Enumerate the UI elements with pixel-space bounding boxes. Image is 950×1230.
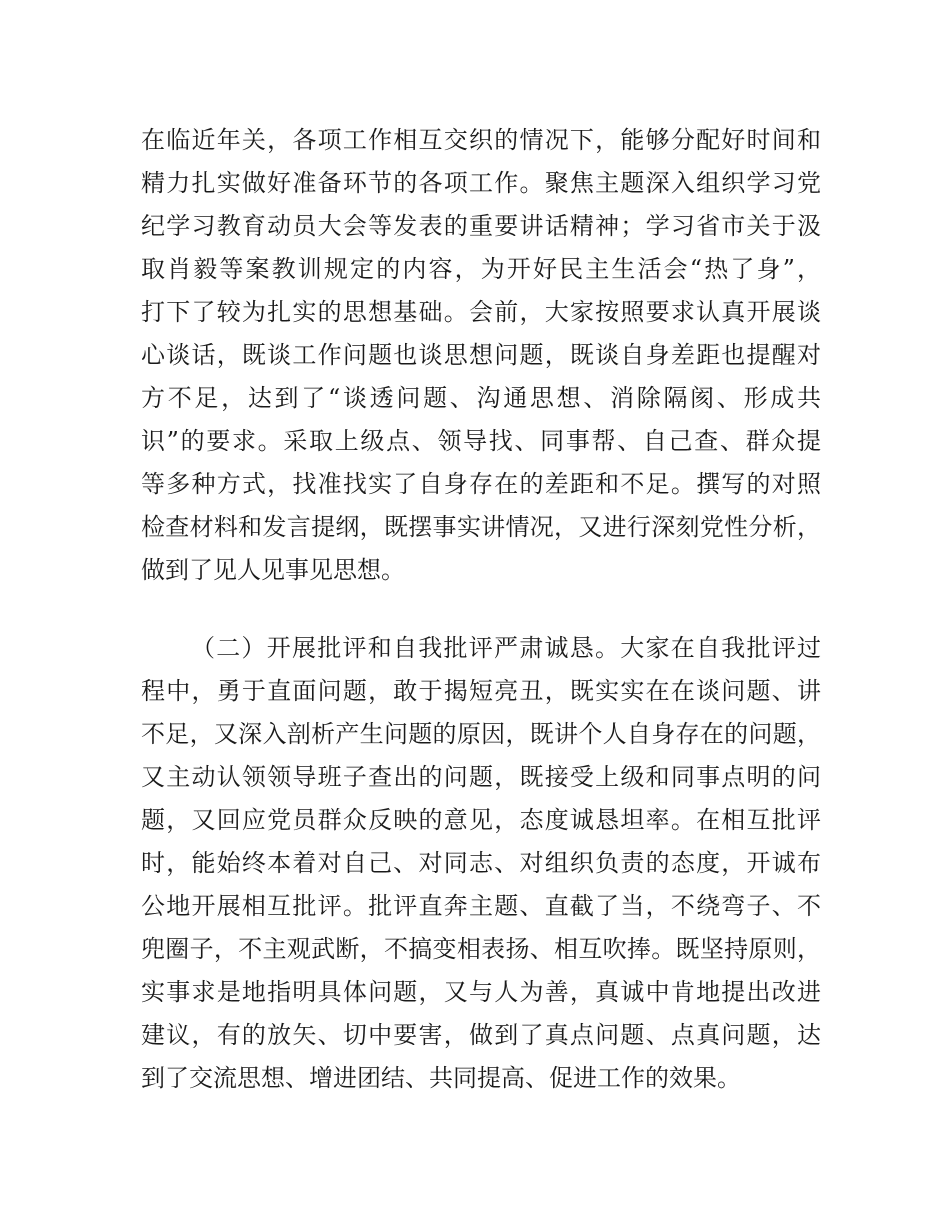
paragraph-criticism xyxy=(141,627,821,1100)
text-line: 又主动认领领导班子查出的问题，既接受上级和同事点明的问 xyxy=(141,763,821,791)
text-line: 实事求是地指明具体问题，又与人为善，真诚中肯地提出改进 xyxy=(141,978,821,1006)
section-heading-line: （二）开展批评和自我批评严肃诚恳。大家在自我批评过 xyxy=(191,634,821,662)
text-line: 在临近年关，各项工作相互交织的情况下，能够分配好时间和 xyxy=(141,126,821,154)
text-line: 识”的要求。采取上级点、领导找、同事帮、自己查、群众提 xyxy=(141,427,821,455)
text-line: 取肖毅等案教训规定的内容，为开好民主生活会“热了身”， xyxy=(141,255,821,283)
text-line: 方不足，达到了“谈透问题、沟通思想、消除隔阂、形成共 xyxy=(141,384,821,412)
text-line: 兜圈子，不主观武断，不搞变相表扬、相互吹捧。既坚持原则， xyxy=(141,935,821,963)
text-line: 检查材料和发言提纲，既摆事实讲情况，又进行深刻党性分析， xyxy=(141,513,821,541)
text-line: 题，又回应党员群众反映的意见，态度诚恳坦率。在相互批评 xyxy=(141,806,821,834)
paragraph-preparation xyxy=(141,119,821,592)
text-line: 精力扎实做好准备环节的各项工作。聚焦主题深入组织学习党 xyxy=(141,169,821,197)
text-line: 做到了见人见事见思想。 xyxy=(141,556,405,584)
text-line: 时，能始终本着对自己、对同志、对组织负责的态度，开诚布 xyxy=(141,849,821,877)
text-line: 建议，有的放矢、切中要害，做到了真点问题、点真问题，达 xyxy=(141,1021,821,1049)
text-line: 打下了较为扎实的思想基础。会前，大家按照要求认真开展谈 xyxy=(141,298,821,326)
text-line: 等多种方式，找准找实了自身存在的差距和不足。撰写的对照 xyxy=(141,470,821,498)
text-line: 程中，勇于直面问题，敢于揭短亮丑，既实实在在谈问题、讲 xyxy=(141,677,821,705)
text-line: 到了交流思想、增进团结、共同提高、促进工作的效果。 xyxy=(141,1064,741,1092)
text-line: 公地开展相互批评。批评直奔主题、直截了当，不绕弯子、不 xyxy=(141,892,821,920)
text-line: 纪学习教育动员大会等发表的重要讲话精神；学习省市关于汲 xyxy=(141,212,821,240)
text-line: 心谈话，既谈工作问题也谈思想问题，既谈自身差距也提醒对 xyxy=(141,341,821,369)
text-line: 不足，又深入剖析产生问题的原因，既讲个人自身存在的问题， xyxy=(141,720,821,748)
